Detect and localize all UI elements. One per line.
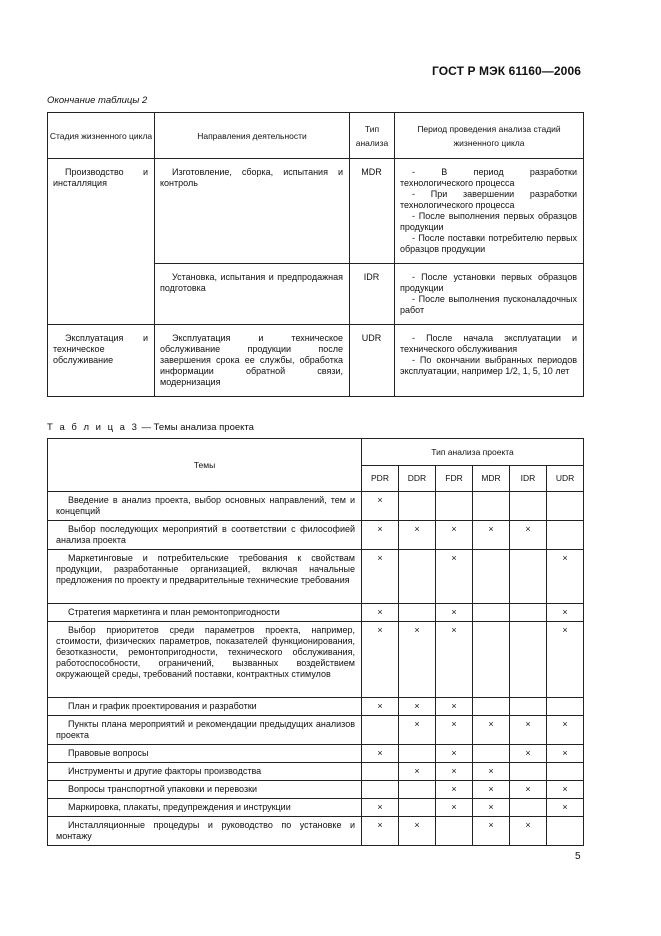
table3-header-topics: Темы	[48, 439, 362, 492]
mark-cell-udr: ×	[547, 799, 584, 817]
table2-header-type: Тип анализа	[350, 113, 395, 159]
topic-text: Правовые вопросы	[68, 748, 149, 758]
period-cell	[395, 159, 584, 264]
table-row	[48, 763, 584, 781]
mark-cell-udr	[547, 817, 584, 846]
table2-header-row	[48, 113, 584, 159]
period-item: - После поставки потребителю первых образцов продукции	[400, 233, 577, 254]
mark-cell-pdr	[362, 763, 399, 781]
mark-cell-udr: ×	[547, 781, 584, 799]
table2-caption: Окончание таблицы 2	[47, 95, 148, 106]
mark-cell-ddr	[399, 781, 436, 799]
mark-cell-idr	[510, 799, 547, 817]
mark-cell-pdr	[362, 781, 399, 799]
topic-cell	[48, 745, 362, 763]
review-type-cell: MDR	[350, 159, 395, 264]
mark-cell-mdr	[473, 550, 510, 604]
mark-cell-idr: ×	[510, 716, 547, 745]
table2-header-stage: Стадия жизненного цикла	[48, 113, 155, 159]
topic-text: План и график проектирования и разработки	[68, 701, 257, 711]
mark-cell-mdr: ×	[473, 521, 510, 550]
mark-cell-idr	[510, 698, 547, 716]
mark-cell-fdr: ×	[436, 763, 473, 781]
mark-cell-pdr: ×	[362, 745, 399, 763]
table3-caption-title: — Темы анализа проекта	[138, 422, 254, 433]
period-cell	[395, 325, 584, 397]
topic-text: Введение в анализ проекта, выбор основных направлений, тем и концепций	[56, 495, 355, 516]
standard-header: ГОСТ Р МЭК 61160—2006	[431, 64, 581, 78]
mark-cell-fdr	[436, 492, 473, 521]
mark-cell-fdr: ×	[436, 604, 473, 622]
mark-cell-pdr: ×	[362, 604, 399, 622]
mark-cell-pdr: ×	[362, 817, 399, 846]
topic-text: Выбор последующих мероприятий в соответствии с философией анализа проекта	[56, 524, 355, 545]
table-row	[48, 604, 584, 622]
table-row	[48, 492, 584, 521]
table-row	[48, 716, 584, 745]
topic-text: Стратегия маркетинга и план ремонтопригодности	[68, 607, 280, 617]
table-row	[48, 521, 584, 550]
topic-cell	[48, 716, 362, 745]
mark-cell-ddr	[399, 745, 436, 763]
mark-cell-idr: ×	[510, 745, 547, 763]
topic-cell	[48, 521, 362, 550]
topic-cell	[48, 622, 362, 698]
mark-cell-ddr: ×	[399, 698, 436, 716]
mark-cell-pdr: ×	[362, 622, 399, 698]
topic-cell	[48, 604, 362, 622]
column-ddr: DDR	[399, 466, 436, 492]
topic-cell	[48, 492, 362, 521]
period-cell	[395, 264, 584, 325]
mark-cell-ddr: ×	[399, 622, 436, 698]
mark-cell-fdr	[436, 817, 473, 846]
mark-cell-fdr: ×	[436, 698, 473, 716]
mark-cell-idr: ×	[510, 817, 547, 846]
mark-cell-idr	[510, 763, 547, 781]
mark-cell-pdr: ×	[362, 521, 399, 550]
mark-cell-idr: ×	[510, 781, 547, 799]
mark-cell-idr	[510, 604, 547, 622]
mark-cell-fdr: ×	[436, 521, 473, 550]
mark-cell-mdr: ×	[473, 763, 510, 781]
activity-cell: Установка, испытания и предпродажная подготовка	[155, 264, 350, 325]
mark-cell-idr	[510, 550, 547, 604]
period-item: - После выполнения первых образцов продукции	[400, 211, 577, 232]
mark-cell-mdr: ×	[473, 817, 510, 846]
topic-cell	[48, 698, 362, 716]
topic-cell	[48, 781, 362, 799]
column-pdr: PDR	[362, 466, 399, 492]
mark-cell-ddr: ×	[399, 763, 436, 781]
period-item: - После установки первых образцов продукции	[400, 272, 577, 293]
mark-cell-idr	[510, 622, 547, 698]
mark-cell-udr	[547, 521, 584, 550]
mark-cell-mdr	[473, 604, 510, 622]
topic-cell	[48, 817, 362, 846]
mark-cell-pdr: ×	[362, 492, 399, 521]
topic-cell	[48, 763, 362, 781]
topic-text: Пункты плана мероприятий и рекомендации предыдущих анализов проекта	[56, 719, 355, 740]
mark-cell-ddr: ×	[399, 521, 436, 550]
topic-text: Инсталляционные процедуры и руководство по установке и монтажу	[56, 820, 355, 841]
table-row	[48, 817, 584, 846]
table3-caption	[47, 422, 254, 433]
table-row	[48, 159, 584, 264]
mark-cell-udr: ×	[547, 622, 584, 698]
activity-cell: Изготовление, сборка, испытания и контроль	[155, 159, 350, 264]
table-3	[47, 438, 584, 846]
mark-cell-udr: ×	[547, 550, 584, 604]
mark-cell-pdr: ×	[362, 799, 399, 817]
table-row	[48, 622, 584, 698]
review-type-cell: UDR	[350, 325, 395, 397]
stage-cell: Производство и инсталляция	[48, 159, 155, 325]
table3-header-row	[48, 439, 584, 466]
table-row	[48, 781, 584, 799]
table-row	[48, 745, 584, 763]
topic-text: Выбор приоритетов среди параметров проекта, например, стоимости, физических параметров, показателей функционирования, безотказности, ремонтопригодности, технического обслуживания, работоспособности, ограничений, вызванных воздействием окружающей среды, требований поставки, контрактных стимулов	[56, 625, 355, 679]
table3-caption-prefix: Т а б л и ц а 3	[47, 422, 139, 433]
mark-cell-idr: ×	[510, 521, 547, 550]
mark-cell-ddr: ×	[399, 817, 436, 846]
mark-cell-ddr: ×	[399, 716, 436, 745]
topic-text: Маркировка, плакаты, предупреждения и инструкции	[68, 802, 291, 812]
topic-cell	[48, 550, 362, 604]
mark-cell-ddr	[399, 799, 436, 817]
table-row	[48, 698, 584, 716]
mark-cell-fdr: ×	[436, 550, 473, 604]
mark-cell-mdr	[473, 698, 510, 716]
page-number: 5	[575, 851, 581, 862]
period-item: - После выполнения пусконаладочных работ	[400, 294, 577, 315]
mark-cell-udr: ×	[547, 745, 584, 763]
mark-cell-mdr	[473, 622, 510, 698]
mark-cell-udr	[547, 492, 584, 521]
column-mdr: MDR	[473, 466, 510, 492]
table3-header-types: Тип анализа проекта	[362, 439, 584, 466]
mark-cell-udr	[547, 698, 584, 716]
topic-text: Маркетинговые и потребительские требования к свойствам продукции, разработанные организацией, включая начальные предложения по проекту и предварительные технические требования	[56, 553, 355, 585]
topic-text: Вопросы транспортной упаковки и перевозки	[68, 784, 258, 794]
table-row	[48, 325, 584, 397]
topic-text: Инструменты и другие факторы производства	[68, 766, 262, 776]
mark-cell-fdr: ×	[436, 781, 473, 799]
table2-header-period: Период проведения анализа стадий жизненного цикла	[395, 113, 584, 159]
period-item: - По окончании выбранных периодов эксплуатации, например 1/2, 1, 5, 10 лет	[400, 355, 577, 376]
activity-cell: Эксплуатация и техническое обслуживание продукции после завершения срока ее службы, обработка информации обратной связи, модернизация	[155, 325, 350, 397]
topic-cell	[48, 799, 362, 817]
table-2	[47, 112, 584, 397]
mark-cell-fdr: ×	[436, 622, 473, 698]
mark-cell-fdr: ×	[436, 799, 473, 817]
column-idr: IDR	[510, 466, 547, 492]
mark-cell-pdr: ×	[362, 698, 399, 716]
period-item: - В период разработки технологического процесса	[400, 167, 577, 188]
column-fdr: FDR	[436, 466, 473, 492]
period-item: - При завершении разработки технологического процесса	[400, 189, 577, 210]
mark-cell-idr	[510, 492, 547, 521]
mark-cell-mdr: ×	[473, 716, 510, 745]
table3-body	[48, 492, 584, 846]
table2-header-activity: Направления деятельности	[155, 113, 350, 159]
mark-cell-ddr	[399, 492, 436, 521]
mark-cell-fdr: ×	[436, 716, 473, 745]
mark-cell-mdr: ×	[473, 781, 510, 799]
column-udr: UDR	[547, 466, 584, 492]
mark-cell-udr: ×	[547, 716, 584, 745]
mark-cell-mdr: ×	[473, 799, 510, 817]
mark-cell-pdr	[362, 716, 399, 745]
period-item: - После начала эксплуатации и технического обслуживания	[400, 333, 577, 354]
review-type-cell: IDR	[350, 264, 395, 325]
mark-cell-udr	[547, 763, 584, 781]
mark-cell-mdr	[473, 745, 510, 763]
table-row	[48, 799, 584, 817]
mark-cell-udr: ×	[547, 604, 584, 622]
mark-cell-fdr: ×	[436, 745, 473, 763]
mark-cell-mdr	[473, 492, 510, 521]
mark-cell-ddr	[399, 550, 436, 604]
mark-cell-ddr	[399, 604, 436, 622]
table-row	[48, 550, 584, 604]
stage-cell: Эксплуатация и техническое обслуживание	[48, 325, 155, 397]
mark-cell-pdr: ×	[362, 550, 399, 604]
